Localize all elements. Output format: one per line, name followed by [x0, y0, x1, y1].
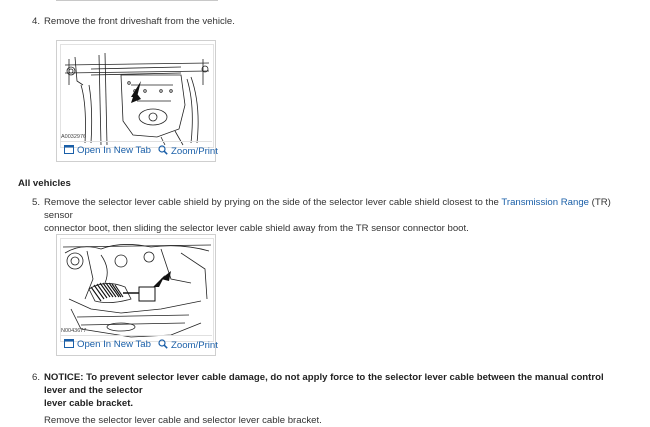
zoom-print-label: Zoom/Print — [171, 146, 218, 157]
step-number: 6. — [31, 372, 40, 383]
open-new-tab-icon — [64, 339, 74, 351]
step-number: 4. — [31, 16, 40, 27]
step-number: 5. — [31, 197, 40, 208]
driveshaft-drawing — [61, 45, 213, 147]
transmission-range-link[interactable]: Transmission Range — [501, 197, 590, 208]
open-in-new-tab-label: Open In New Tab — [77, 145, 151, 156]
step-6 — [18, 371, 628, 426]
magnifier-icon — [158, 145, 168, 158]
open-new-tab-icon — [64, 145, 74, 157]
notice-text: and the selector — [66, 385, 143, 396]
step-text-line2: connector boot, then sliding the selector lever cable shield away from the TR sensor connector boot. — [44, 223, 469, 234]
magnifier-icon — [158, 339, 168, 352]
figure-code: A0032976 — [61, 134, 87, 140]
selector-cable-drawing — [61, 239, 213, 341]
notice-text: NOTICE: To prevent selector lever cable damage, do not apply force to the selector lever cable between the — [44, 372, 535, 383]
step-text — [44, 196, 628, 235]
open-in-new-tab-link[interactable] — [64, 145, 151, 157]
figure-actions — [60, 335, 218, 352]
manual-control-lever-link[interactable]: manual control lever — [44, 372, 604, 396]
zoom-print-label: Zoom/Print — [171, 340, 218, 351]
step-text-part: Remove the selector lever cable shield by prying on the side of the selector lever cable shield closest to the — [44, 197, 502, 208]
selector-cable-illustration[interactable] — [60, 238, 214, 342]
section-heading: All vehicles — [18, 178, 71, 189]
zoom-print-link[interactable] — [158, 145, 218, 158]
step-text-part: (TR) sensor — [44, 197, 611, 221]
driveshaft-illustration[interactable] — [60, 44, 214, 148]
figure-code: N0043677 — [61, 328, 87, 334]
zoom-print-link[interactable] — [158, 339, 218, 352]
figure-actions — [60, 141, 218, 158]
open-in-new-tab-label: Open In New Tab — [77, 339, 151, 350]
figure-driveshaft — [56, 40, 216, 162]
top-divider — [56, 0, 218, 1]
step-5 — [18, 196, 628, 234]
figure-selector-cable — [56, 234, 216, 356]
open-in-new-tab-link[interactable] — [64, 339, 151, 351]
notice-text-line2: lever cable bracket. — [44, 398, 134, 409]
step-instruction: Remove the selector lever cable and selector lever cable bracket. — [44, 415, 322, 426]
step-text: Remove the front driveshaft from the vehicle. — [44, 16, 235, 27]
